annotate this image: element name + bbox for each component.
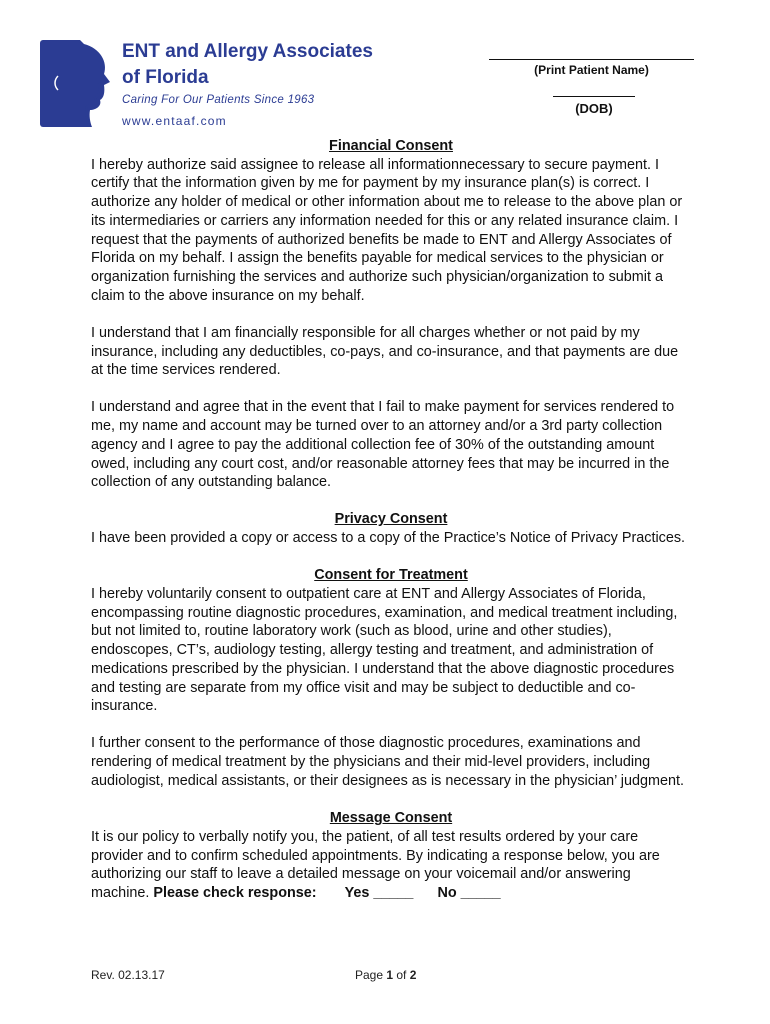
financial-paragraph-2: I understand that I am financially responsible for all charges whether or not paid by my insurance, including any deductibles, co-pays, and co-insurance, and that payments are due at the time services rendered. xyxy=(91,324,679,379)
privacy-paragraph: I have been provided a copy or access to a copy of the Practice’s Notice of Privacy Practices. xyxy=(91,530,686,547)
no-checkbox[interactable]: No _____ xyxy=(437,884,501,901)
yes-checkbox[interactable]: Yes _____ xyxy=(344,884,414,901)
financial-paragraph-3: I understand and agree that in the event that I fail to make payment for services rendered to me, my name and account may be turned over to an attorney and/or a 3rd party collection agency and I agree to pay the additional collection fee of 30% of the outstanding amount owed, including any court cost, and/or reasonable attorney fees that may be incurred in the collection of any outstanding balance. xyxy=(91,399,675,491)
page-total: 2 xyxy=(409,968,417,982)
form-body xyxy=(91,137,691,903)
message-paragraph xyxy=(91,828,691,903)
practice-name-line1: ENT and Allergy Associates xyxy=(122,41,373,62)
check-response-label: Please check response: xyxy=(153,884,317,901)
treatment-paragraph-2: I further consent to the performance of those diagnostic procedures, examinations and rendering of medical treatment by the physicians and their mid-level providers, including audiologist, medical assistants, or their designees as is necessary in the physician’ judgment. xyxy=(91,735,684,789)
page-current: 1 xyxy=(386,968,394,982)
page-of: of xyxy=(393,968,410,982)
page-prefix: Page xyxy=(355,968,387,982)
practice-name xyxy=(122,39,373,91)
financial-paragraph-1: I hereby authorize said assignee to release all informationnecessary to secure payment. I certify that the information given by me for payment by my insurance plan(s) is correct. I authorize any holder of medical or other information about me to release to the above plan or its intermediaries or carriers any information needed for this or any related insurance claim. I request that the payments of authorized benefits be made to ENT and Allergy Associates of Florida on my behalf. I assign the benefits payable for medical services to the physician or organization furnishing the services and authorize such physician/organization to submit a claim to the above insurance on my behalf. xyxy=(91,156,683,304)
tagline: Caring For Our Patients Since 1963 xyxy=(122,94,315,106)
face-profile-logo xyxy=(40,40,114,127)
message-consent-heading: Message Consent xyxy=(329,810,453,827)
patient-name-label: (Print Patient Name) xyxy=(534,63,649,77)
privacy-consent-heading: Privacy Consent xyxy=(334,511,448,528)
treatment-consent-heading: Consent for Treatment xyxy=(314,567,468,584)
dob-field[interactable] xyxy=(553,96,635,97)
treatment-paragraph-1: I hereby voluntarily consent to outpatient care at ENT and Allergy Associates of Florida, encompassing routine diagnostic procedures, examination, and medical treatment including, but not limited to, routine laboratory work (such as blood, urine and other studies), endoscopes, CT’s, audiology testing, allergy testing and treatment, and administration of medications prescribed by the physician. I understand that the above diagnostic procedures and testing are separate from my office visit and may be subject to deductible and co-insurance. xyxy=(91,586,678,715)
website-link[interactable]: www.entaaf.com xyxy=(122,114,227,128)
patient-name-field[interactable] xyxy=(489,59,694,60)
revision-number: Rev. 02.13.17 xyxy=(91,968,165,982)
practice-name-line2: of Florida xyxy=(122,67,209,88)
dob-label: (DOB) xyxy=(575,101,613,116)
page-number xyxy=(355,968,416,982)
message-text: It is our policy to verbally notify you, the patient, of all test results ordered by your care provider and to confirm scheduled appointments. By indicating a response below, you are authorizing our staff to leave a detailed message on your voicemail and/or answering machine. xyxy=(91,828,660,901)
financial-consent-heading: Financial Consent xyxy=(329,138,453,154)
